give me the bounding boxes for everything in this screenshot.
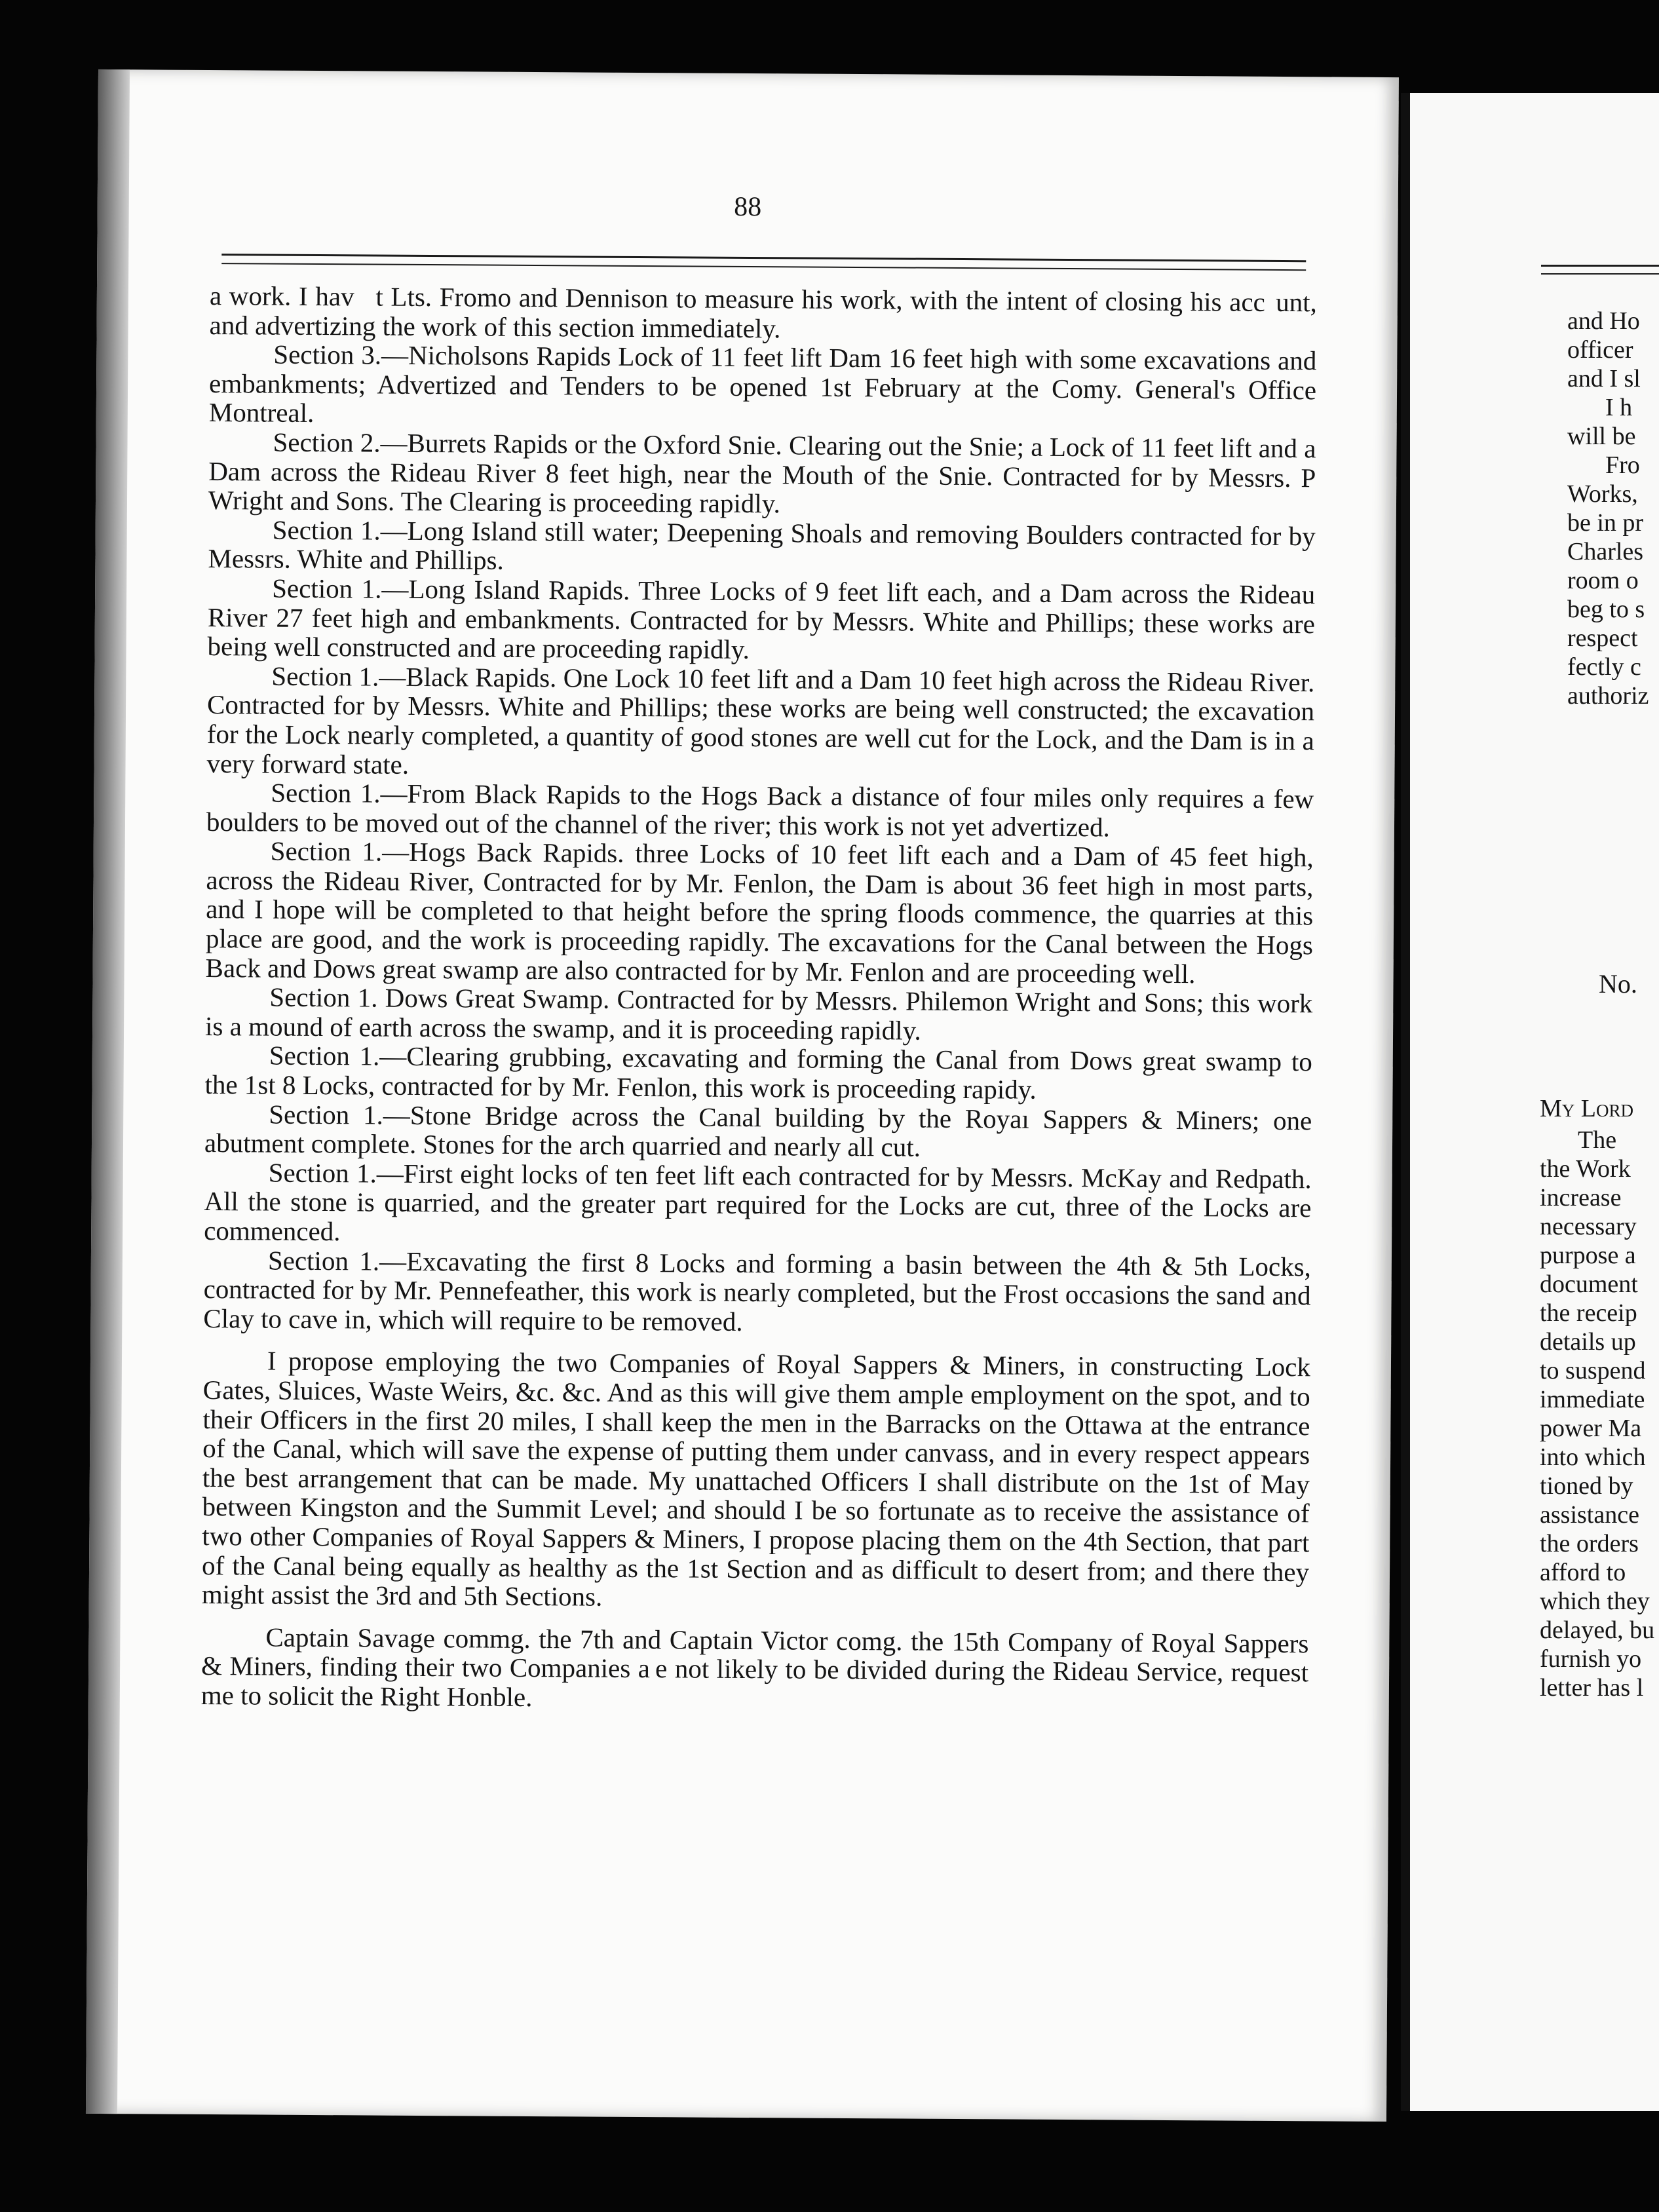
paragraph: Section 1.—Hogs Back Rapids. three Locks of 10 feet lift each and a Dam of 45 feet high, across the Rideau River, Contracted for by Mr. Fenlon, the Dam is about 36 feet high in most parts, and I hope will be completed to that height before the spring floods commence, the quarries at this place are good, and the work is proceeding rapidly. The excavations for the Canal between the Hogs Back and Dows great swamp are also contracted for by Mr. Fenlon and are proceeding well.: [205, 835, 1314, 989]
right-page-line: furnish yo: [1540, 1645, 1642, 1673]
right-page-line: Works,: [1567, 480, 1638, 508]
right-page-line: delayed, bu: [1540, 1616, 1655, 1644]
paragraph: a work. I hav t Lts. Fromo and Dennison to measure his work, with the intent of closing his acc unt, and advertizing the work of this section immediately.: [209, 280, 1318, 343]
right-page-line: fectly c: [1567, 653, 1641, 681]
right-page-line: document: [1540, 1270, 1638, 1298]
right-page-line: be in pr: [1567, 509, 1644, 537]
right-page-line: officer: [1567, 336, 1633, 364]
right-page-salutation: My Lord: [1540, 1095, 1634, 1122]
right-page-line: necessary: [1540, 1213, 1637, 1240]
right-page-line: details up: [1540, 1328, 1636, 1356]
right-page-line: and I sl: [1567, 365, 1641, 392]
page-gutter-shadow: [86, 69, 130, 2114]
paragraph: Section 2.—Burrets Rapids or the Oxford Snie. Clearing out the Snie; a Lock of 11 feet lift and a Dam across the Rideau River 8 feet high, near the Mouth of the Snie. Contracted for by Messrs. P Wright and Sons. The Clearing is proceeding rapidly.: [208, 427, 1316, 519]
paragraph: Section 1.—Excavating the first 8 Locks and forming a basin between the 4th & 5th Locks, contracted for by Mr. Pennefeather, this work is nearly completed, but the Frost occasions the sand and Clay to cave in, which will require to be removed.: [203, 1245, 1312, 1337]
right-page-line: tioned by: [1540, 1472, 1633, 1500]
paragraph: Section 1.—Long Island still water; Deepening Shoals and removing Boulders contracted for by Messrs. White and Phillips.: [208, 514, 1316, 576]
right-page-top-fragments: [1567, 307, 1649, 710]
right-page-line: assistance: [1540, 1501, 1639, 1529]
right-page-line: respect: [1567, 624, 1638, 652]
right-page-line: beg to s: [1567, 596, 1645, 623]
right-page-line: will be: [1567, 423, 1636, 450]
right-page-line: immediate: [1540, 1386, 1645, 1413]
right-page-line: afford to: [1540, 1559, 1626, 1586]
right-page-line: I h: [1605, 394, 1633, 421]
right-page-line: and Ho: [1567, 307, 1640, 335]
page-number: 88: [734, 191, 762, 223]
right-page-line: authoriz: [1567, 682, 1649, 710]
right-page-line: to suspend: [1540, 1357, 1646, 1384]
paragraph: Section 1. Dows Great Swamp. Contracted for by Messrs. Philemon Wright and Sons; this work is a mound of earth across the swamp, and it is proceeding rapidly.: [204, 982, 1313, 1046]
right-page-line: the receip: [1540, 1299, 1637, 1327]
paragraph: Section 1.—Stone Bridge across the Canal building by the Royaı Sappers & Miners; one abutment complete. Stones for the arch quarried and nearly all cut.: [204, 1099, 1312, 1162]
right-page-line: The: [1578, 1126, 1617, 1154]
paragraph: Section 1.—Long Island Rapids. Three Locks of 9 feet lift each, and a Dam across the Rideau River 27 feet high and embankments. Contracted for by Messrs. White and Phillips; these works are being well constructed and are proceeding rapidly.: [207, 573, 1316, 665]
paragraph: Captain Savage commg. the 7th and Captain Victor comg. the 15th Company of Royal Sappers & Miners, finding their two Companies a e not likely to be divided during the Rideau Service, request me to solicit the Right Honble.: [200, 1622, 1309, 1712]
right-page-line: Charles: [1567, 538, 1644, 565]
right-page-bottom-fragments: [1540, 1126, 1654, 1702]
right-page-line: which they: [1540, 1588, 1650, 1615]
paragraph: I propose employing the two Companies of Royal Sappers & Miners, in constructing Lock Gates, Sluices, Waste Weirs, &c. &c. And as this will give them ample employment on the spot, and to their Officers in the first 20 miles, I shall keep the men in the Barracks on the Ottawa at the entrance of the Canal, which will save the expense of putting them under canvass, and in every respect appears the best arrangement that can be made. My unattached Officers I shall distribute on the 1st of May between Kingston and the Summit Level; and should I be so fortunate as to receive the assistance of two other Companies of Royal Sappers & Miners, I propose placing them on the 4th Section, that part of the Canal being equally as healthy as the 1st Section and as difficult to desert from; and there they might assist the 3rd and 5th Sections.: [201, 1345, 1311, 1612]
header-double-rule: [221, 254, 1306, 271]
paragraph: Section 1.—From Black Rapids to the Hogs Back a distance of four miles only requires a few boulders to be moved out of the channel of the river; this work is not yet advertized.: [206, 777, 1314, 843]
right-page-line: purpose a: [1540, 1242, 1636, 1269]
right-page-line: letter has l: [1540, 1674, 1644, 1702]
right-page-line: into which: [1540, 1443, 1646, 1471]
paragraph: Section 1.—Black Rapids. One Lock 10 feet lift and a Dam 10 feet high across the Rideau River. Contracted for by Messrs. White and Phillips; these works are being well constructed; the excavation for the Lock nearly completed, a quantity of good stones are well cut for the Lock, and the Dam is in a very forward state.: [206, 660, 1315, 780]
right-page-line: the orders: [1540, 1530, 1639, 1557]
header-double-rule-right: [1541, 265, 1659, 275]
right-page-line: power Ma: [1540, 1415, 1642, 1442]
paragraph: Section 1.—First eight locks of ten feet lift each contracted for by Messrs. McKay and Redpath. All the stone is quarried, and the greater part required for the Locks are cut, three of the Locks are commenced.: [204, 1157, 1312, 1247]
paragraph: Section 3.—Nicholsons Rapids Lock of 11 feet lift Dam 16 feet high with some excavations and embankments; Advertized and Tenders to be opened 1st February at the Comy. General's Office Montreal.: [208, 339, 1317, 429]
right-page-line: Fro: [1605, 451, 1640, 479]
left-page: [86, 69, 1399, 2122]
right-page-line: the Work: [1540, 1155, 1631, 1183]
right-page-line: increase: [1540, 1184, 1622, 1211]
paragraph: Section 1.—Clearing grubbing, excavating and forming the Canal from Dows great swamp to the 1st 8 Locks, contracted for by Mr. Fenlon, this work is proceeding rapidy.: [204, 1040, 1312, 1105]
right-page-no-label: No.: [1599, 969, 1637, 999]
body-text: [201, 281, 1317, 1717]
right-page-line: room o: [1567, 567, 1639, 594]
